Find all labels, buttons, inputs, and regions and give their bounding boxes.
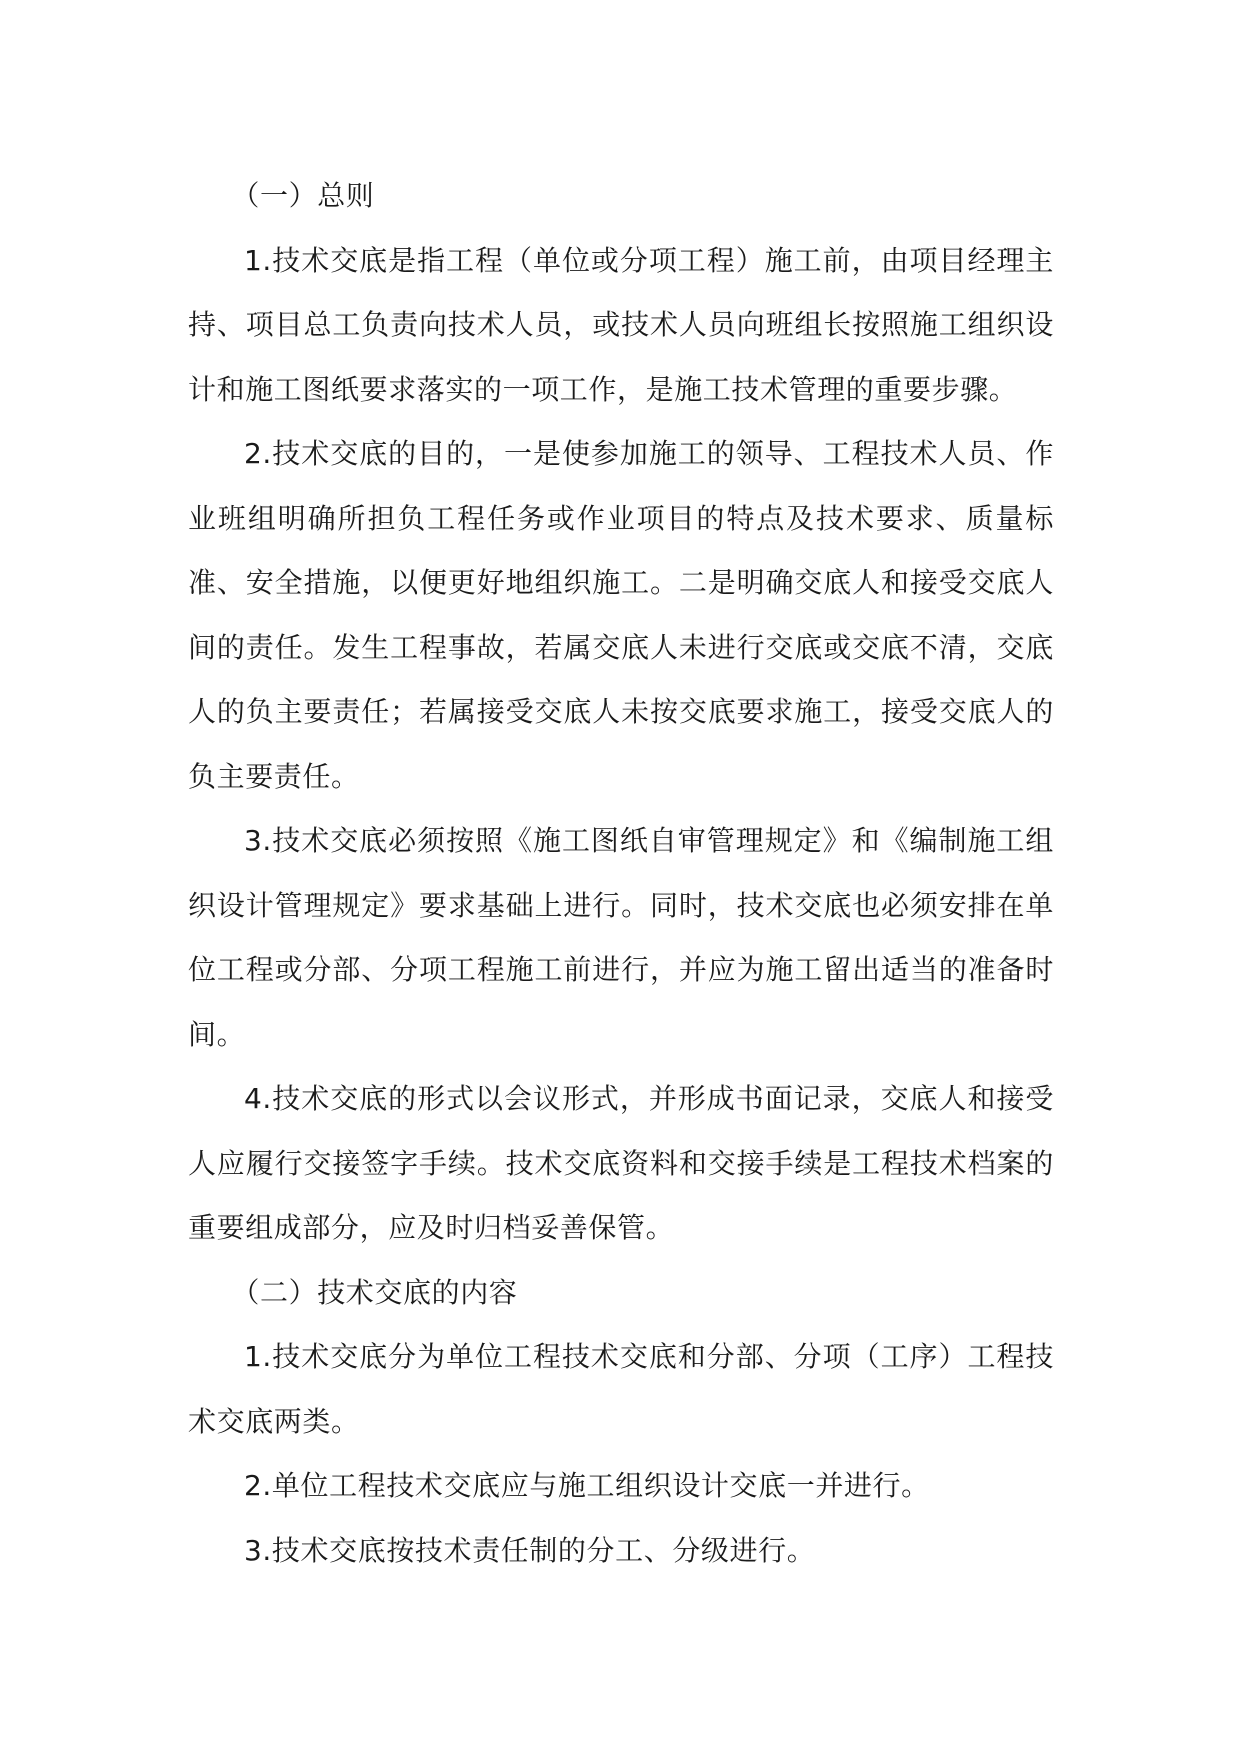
paragraph-1-4: 4.技术交底的形式以会议形式，并形成书面记录，交底人和接受人应履行交接签字手续。技术交底资料和交接手续是工程技术档案的重要组成部分，应及时归档妥善保管。 xyxy=(188,1082,1054,1244)
document-body xyxy=(188,164,1054,1583)
paragraph-1-2: 2.技术交底的目的，一是使参加施工的领导、工程技术人员、作业班组明确所担负工程任务或作业项目的特点及技术要求、质量标准、安全措施，以便更好地组织施工。二是明确交底人和接受交底人间的责任。发生工程事故，若属交底人未进行交底或交底不清，交底人的负主要责任；若属接受交底人未按交底要求施工，接受交底人的负主要责任。 xyxy=(188,437,1054,793)
paragraph-2-2: 2.单位工程技术交底应与施工组织设计交底一并进行。 xyxy=(244,1469,930,1502)
section-heading-general: （一）总则 xyxy=(231,179,375,212)
section-heading-content: （二）技术交底的内容 xyxy=(231,1275,518,1309)
paragraph-2-1: 1.技术交底分为单位工程技术交底和分部、分项（工序）工程技术交底两类。 xyxy=(188,1340,1054,1438)
paragraph-1-3: 3.技术交底必须按照《施工图纸自审管理规定》和《编制施工组织设计管理规定》要求基础上进行。同时，技术交底也必须安排在单位工程或分部、分项工程施工前进行，并应为施工留出适当的准备时间。 xyxy=(188,824,1054,1051)
paragraph-2-3: 3.技术交底按技术责任制的分工、分级进行。 xyxy=(244,1533,816,1567)
paragraph-1-1: 1.技术交底是指工程（单位或分项工程）施工前，由项目经理主持、项目总工负责向技术人员，或技术人员向班组长按照施工组织设计和施工图纸要求落实的一项工作，是施工技术管理的重要步骤。 xyxy=(188,243,1054,406)
